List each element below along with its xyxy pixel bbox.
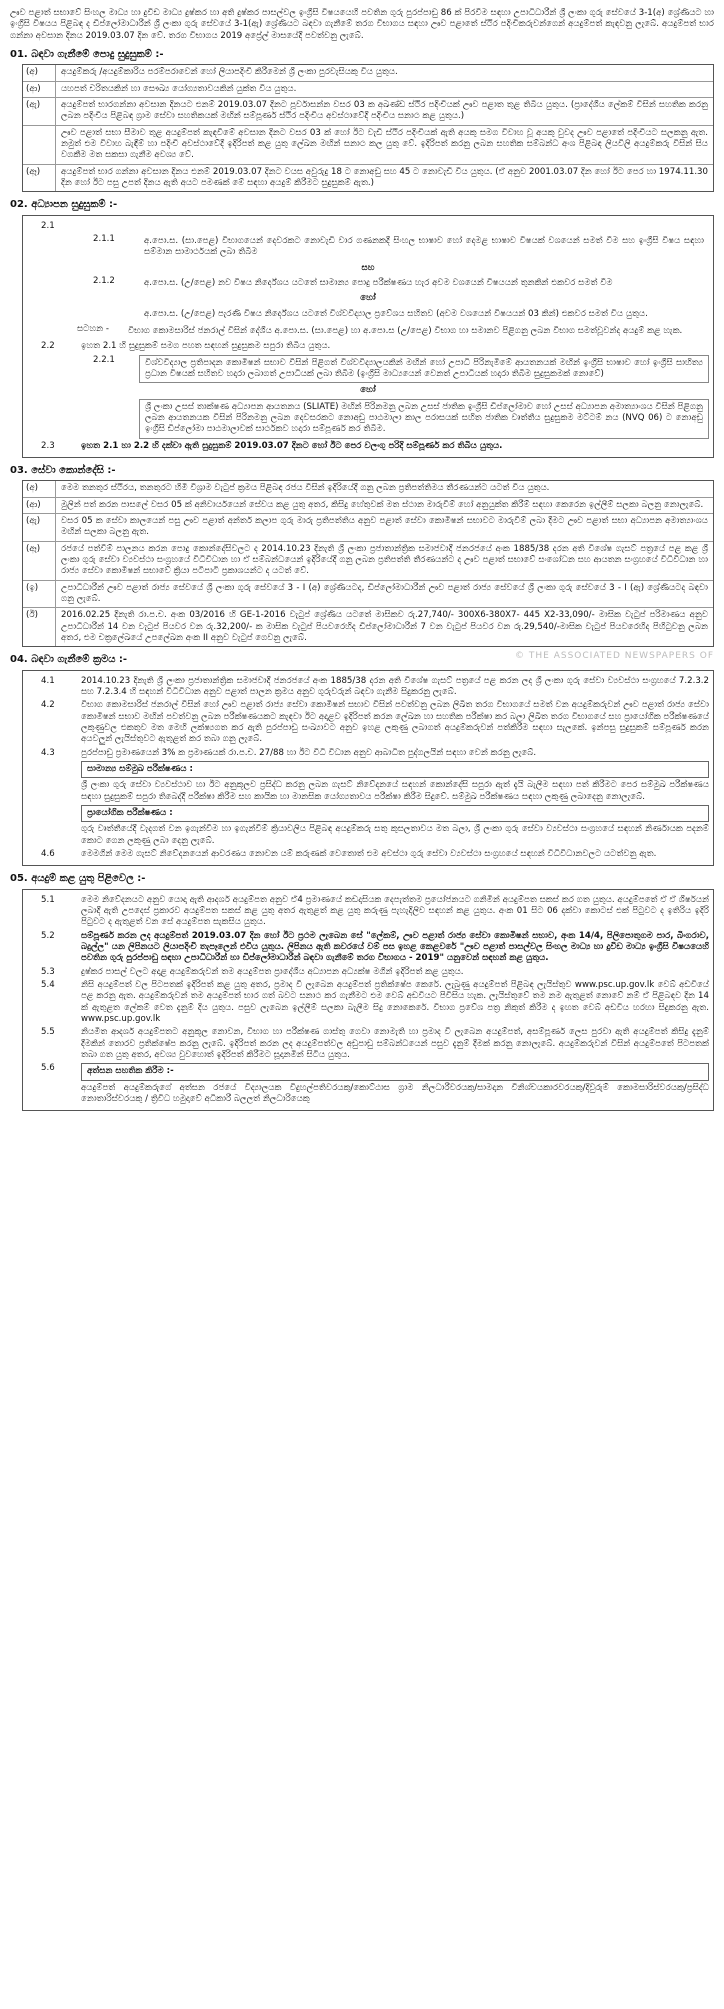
s3-row-label: (ඈ) xyxy=(23,542,56,580)
section-5-box xyxy=(22,889,714,1112)
s3-row xyxy=(23,514,713,542)
s4-text: මෙමගින් මෙම ගැසට් නිවේදනයෙන් ආවරණය නොවන යම් කරුණක් වෙතොත් එම අවස්ථා ගුරු සේවා ව්‍යවස්ථා සංග්‍රහයේ සඳහන් විධිවිධානවලට යටත්වනු ඇත. xyxy=(81,848,657,859)
s4-text: පුරප්පාඩු ප්‍රමාණයෙන් 3% ක ප්‍රමාණයක් රා.ප.ච. 27/88 හා ඊට විධි විධාන අනුව ආබාධිත පුද්ගලයින් සඳහා වෙන් කරනු ලැබේ. xyxy=(81,747,537,758)
s2-number: 2.3 xyxy=(41,440,55,451)
section-3-heading: 03. සේවා කොන්දේසි :- xyxy=(10,465,116,476)
s1-row-label xyxy=(23,126,56,164)
s5-item xyxy=(27,1083,709,1106)
s1-row-text: අයදුම්පත් භාර ගන්නා අවසාන දිනය එනම් 2019.03.07 දිනට වයස අවුරුදු 18 ට නොඅඩු සහ 45 ට නොවැඩි විය යුතුය. (ඒ අනුව 2001.03.07 දින හෝ ඊට පෙර හා 1974.11.30 දින හෝ ඊට පසු උපත් දිනය ඇති අයට පමණක් මේ සඳහා අයදුම් කිරීමට සුදුසුකම් ඇත.) xyxy=(61,166,708,188)
s5-item xyxy=(27,980,709,1025)
s3-row-text: රජයේ පත්වීම් පාලනය කරන පොදු කොන්දේසිවලට ද 2014.10.23 දිනැති ශ්‍රී ලංකා ප්‍රජාතාන්ත්‍රික සමාජවාදී ජනරජයේ අංක 1885/38 දරන අති විශේෂ ගැසට් පත්‍රයේ පළ කළ ශ්‍රී ලංකා ගුරු සේවා ව්‍යවස්ථා සංග්‍රහයේ විධිවිධාන හා ඒ සම්බන්ධයෙන් ඉදිරියේදී ගනු ලබන ප්‍රතිපත්ති තීරණයන්ට ද ඌව පළාත් සභාවේ සංශෝධන සහ ආයතන සංග්‍රහයේ විධිවිධාන හා රාජ්‍ය සේවා කොමිෂන් සභාවේ ක්‍රියා පටිපාටි ප්‍රකාශයන්ට ද යටත් වේ. xyxy=(61,543,708,577)
s4-item xyxy=(27,805,709,822)
s1-row-label: (අ) xyxy=(23,65,56,80)
s4-text: 2014.10.23 දිනැති ශ්‍රී ලංකා ප්‍රජාතාන්ත්‍රික සමාජවාදී ජනරජයේ අංක 1885/38 දරන අති විශේෂ ගැසට් පත්‍රයේ පළ කරන ලද ශ්‍රී ලංකා ගුරු සේවා ව්‍යවස්ථා සංග්‍රහයේ 7.2.3.2 සහ 7.2.3.4 හි සඳහන් විධිවිධාන අනුව පළාත් පාලන ක්‍රමය අනුව ගුරුවරුන් බඳවා ගැනීම සිදුකරනු ලැබේ. xyxy=(81,675,709,697)
s2-subitem xyxy=(27,355,709,384)
s2-or: හෝ xyxy=(360,385,376,396)
s5-item xyxy=(27,1063,709,1080)
s5-text: මෙම නිවේදනයට අනුව යොදා ඇති ආදර්ශ අයදුම්පත අනුව ඒ4 ප්‍රමාණයේ කඩදාසියක දෙපැත්තම ප්‍රයෝජනයට ගනිමින් අයදුම්පත සකස් කර ගත යුතුය. අයදුම්පතේ ඒ ඒ ශීර්ෂයන් ලබාදී ඇති උපදෙස් ප්‍රකාරව අයදුම්පත සකස් කළ යුතු අතර ඇතුළත් කළ යුතු කරුණු පැහැදිලිව සඳහන් කළ යුතුය. අංක 01 සිට 06 දක්වා කොටස් එක් පිටුවට ද ඉතිරිය ඉදිරි පිටුවට ද ඇතුළත් වන සේ අයදුම්පත සැකසිය යුතුය. xyxy=(81,894,709,928)
s3-row-text: මුලින් පත් කරන පාසලේ වසර 05 ක් අනිවාර්යයෙන් සේවය කළ යුතු අතර, කිසිදු හේතුවක් මත ස්ථාන මාරුවීම් හෝ අනුයුක්ත කිරීම් සඳහා කෙරෙන ඉල්ලීම් සලකා බලනු නොලැබේ. xyxy=(61,499,704,510)
s3-row xyxy=(23,481,713,497)
s5-text: අයදුම්පත් අයදුම්කරුගේ අත්සන රජයේ විද්‍යාලයක විදුහල්පතිවරයකු/කොට්ඨාස ග්‍රාම නිලධාරීවරයකු/සාමදාන විනිශ්චයකාරවරයකු/දිවුරුම් කොමසාරිස්වරයකු/ප්‍රසිද්ධ නොතාරිස්වරයකු / ත්‍රිවිධ හමුදාවේ අධිකාරී බලලත් නිලධාරියෙකු xyxy=(81,1082,709,1104)
s1-row-label: (ඇ) xyxy=(23,98,56,125)
s2-subtext: අ.පො.ස. (සා.පෙළ) විභාගයෙන් දෙවරකට නොවැඩි වාර ගණනකදී සිංහල භාෂාව හෝ දෙමළ භාෂාව විෂයක් වශයෙන් සමත් වීම සහ ඉංග්‍රීසි විෂය සඳහා සම්මාන සාමාර්ථයක් ලබා තිබීම xyxy=(144,235,704,258)
s1-row xyxy=(23,82,713,98)
s2-text: ඉහත 2.1 හි සුදුසුකම් සමග පහත සඳහන් සුදුසුකම සපුරා තිබිය යුතුය. xyxy=(81,341,331,352)
s3-row-text: 2016.02.25 දිනැති රා.ප.ච. අංක 03/2016 හි GE-1-2016 වැටුප් ශ්‍රේණිය යටතේ මාසිකව රු.27,740/- 300X6-380X7- 445 X2-33,090/- මාසික වැටුප් පරිමාණය අනුව උපාධිධාරීන් 14 වන වැටුප් පියවර වන රු.32,200/- ක මාසික වැටුප් පියවරෙහිද ඩිප්ලෝමාධාරීන් 7 වන වැටුප් පියවර වන රු.29,540/-මාසික වැටුප් පියවරෙහිද පිහිටුවනු ලබන අතර, එම චක්‍රලේඛයේ උපලේඛන අංක II අනුව වැටුප් ගෙවනු ලැබේ. xyxy=(61,610,708,643)
s5-item xyxy=(27,895,709,929)
s3-row xyxy=(23,498,713,514)
s5-number: 5.3 xyxy=(41,966,55,977)
s3-row xyxy=(23,581,713,609)
s1-row xyxy=(23,65,713,81)
s2-item xyxy=(27,341,709,352)
s3-row-label: (ඊ) xyxy=(23,608,56,646)
practical-test-text: ගුරු වෘත්තීයේදී වැදගත් වන ඉගැන්වීම හා ඉගැන්වීම් ක්‍රියාවලිය පිළිබඳ අයදුම්කරු සතු කුසලතාවය මත බලා, ශ්‍රී ලංකා ගුරු සේවා ව්‍යවස්ථා සංග්‍රහයේ සඳහන් නිර්ණායක පදනම් කොට ගෙන ලකුණු ලබා දෙනු ලැබේ. xyxy=(81,824,709,846)
s5-item xyxy=(27,1027,709,1061)
intro-paragraph: ඌව පළාත් සභාවේ සිංහල මාධ්‍ය හා දුවිඩ මාධ්‍ය දුෂ්කර හා අති දුෂ්කර පාසල්වල ඉංග්‍රීසි විෂයයෙහි පවතින ගුරු පුරප්පාඩු 86 ක් පිරවීම සඳහා උපාධිධාරීන් ශ්‍රී ලංකා ගුරු සේවයේ 3-1(අ) ශ්‍රේණියට හා ඉංග්‍රීසි විෂයය පිළිබඳ ද ඩිප්ලෝමාධාරීන් ශ්‍රී ලංකා ගුරු සේවයේ 3-1(ඇ) ශ්‍රේණියට බඳවා ගැනීමේ තරග විභාගය සඳහා ඌව පළාතේ ස්ථිර පදිංචිකරුවන්ගෙන් අයදුම්පත් කැඳවනු ලැබේ. අයදුම්පත් භාර ගන්නා අවසාන දිනය 2019.03.07 දින වේ. තරග විභාගය 2019 අප්‍රේල් මාසයේදී පවත්වනු ලැබේ. xyxy=(10,8,714,41)
s5-number: 5.5 xyxy=(41,1027,55,1038)
watermark: © THE ASSOCIATED NEWSPAPERS OF xyxy=(515,651,714,661)
s2-number: 2.2 xyxy=(41,341,55,352)
s5-item xyxy=(27,931,709,965)
s4-number: 4.1 xyxy=(41,675,55,686)
s4-item xyxy=(27,761,709,778)
s3-row xyxy=(23,608,713,646)
section-5-heading: 05. අයදුම් කළ යුතු පිළිවෙල :- xyxy=(10,873,146,885)
s2-subtext: විශ්වවිද්‍යාල ප්‍රතිපාදන කොමිෂන් සභාව විසින් පිළිගත් විශ්වවිද්‍යාලයකින් මඟින් හෝ උපාධි පිරිනැමීමේ ආයතනයක් මඟින් ඉංග්‍රීසි භාෂාව හෝ ඉංග්‍රීසි සාහිත්‍ය ප්‍රධාන විෂයක් සහිතව හදාරා ලබාගත් උපාධියක් ලබා තිබීම (ඉංග්‍රීසි මාධ්‍යයෙන් වෙනත් උපාධියක් හදාරා තිබීම සුදුසුකමක් නොවේ) xyxy=(139,355,709,384)
s1-row-label: (ඈ) xyxy=(23,165,56,192)
general-interview-text: ශ්‍රී ලංකා ගුරු සේවා ව්‍යවස්ථාව හා ඊට අනුකූලව ප්‍රසිද්ධ කරනු ලබන ගැසට් නිවේදනයේ සඳහන් කොන්දේසි සපුරා ඇත් දැයි බැලීම සඳහා පත් කිරීමට පෙර සම්මුඛ පරීක්ෂණය සඳහා සුදුසුකම් සපුරා තිබෙද්දී පරීක්ෂා කිරීම සහ කායික හා මානසික යෝග්‍යතාවය පරීක්ෂා කිරීම සිදුවේ. සම්මුඛ පරීක්ෂණය සඳහා ලකුණු ලබාදෙනු නොලැබේ. xyxy=(81,780,709,802)
s2-note xyxy=(27,324,709,339)
practical-test-heading: ප්‍රායෝගික පරීක්ෂණය : xyxy=(81,805,709,822)
s3-row-text: වසර 05 ක සේවා කාලයෙන් පසු ඌව පළාත් අන්තර් කලාප ගුරු මාරු ප්‍රතිපත්තිය අනුව පළාත් සේවා කොමිෂන් සභාවට මාරුවීම් ලබා දීමට ඌව පළාත් සභා අධ්‍යාපන අමාත්‍යාංශය මඟින් සලකා බලනු ඇත. xyxy=(61,515,708,538)
s5-number: 5.2 xyxy=(41,930,55,941)
s2-subitem xyxy=(27,276,709,291)
s2-note-text: විභාග කොමසාරිස් ජනරාල් විසින් දේශීය අ.පො.ස. (සා.පෙළ) හා අ.පො.ස (උ/පෙළ) විභාග හා සමානව පිළිගනු ලබන විභාග සමත්වූවන්ද අයදුම් කළ හැක. xyxy=(128,325,683,336)
s4-item xyxy=(27,676,709,699)
s2-subitem xyxy=(27,399,709,439)
s3-row-text: උපාධිධාරීන් ඌව පළාත් රාජ්‍ය සේවයේ ශ්‍රී ලංකා ගුරු සේවයේ 3 - I (අ) ශ්‍රේණියටද, ඩිප්ලෝමාධාරීන් ඌව පළාත් රාජ්‍ය සේවයේ ශ්‍රී ලංකා ගුරු සේවයේ 3 - I (ඇ) ශ්‍රේණියටද බඳවා ගනු ලැබේ. xyxy=(61,582,708,604)
s2-or: හෝ xyxy=(360,293,376,304)
section-2-heading: 02. අධ්‍යාපන සුදුසුකම් :- xyxy=(10,199,118,211)
s4-item xyxy=(27,780,709,803)
s3-row-label: (ඇ) xyxy=(23,514,56,541)
s2-subtext: ශ්‍රී ලංකා උසස් තාක්ෂණ අධ්‍යාපන ආයතනය (SLIATE) මඟින් පිරිනමනු ලබන උසස් ජාතික ඉංග්‍රීසි ඩිප්ලෝමාව හෝ උසස් අධ්‍යාපන අමාත්‍යාංශය විසින් පිළිගනු ලබන ආයතනයක විසින් පිරිනමනු ලබන දෙවසරකට නොඅඩු පාඨමාලා කාල පරාසයක් සහිත ජාතික වෘත්තීය සුදුසුකම මට්ටම් නය (NVQ 06) ට නොඅඩු ඉංග්‍රීසි ඩිප්ලෝමා පාඨමාලාවක් සාර්ථකව හදාරා සම්පූර්ණ කර තිබීම. xyxy=(139,399,709,439)
section-1-heading: 01. බඳවා ගැනීමේ පොදු සුදුසුකම් :- xyxy=(10,49,164,61)
s3-row-label: (අ) xyxy=(23,481,56,496)
s2-number: 2.1 xyxy=(41,220,55,231)
s5-text: නියමිත ආදර්ශ අයදුම්පතට අනුකූල නොවන, විභාග හා පරීක්ෂණ ගාස්තු ගෙවා නොමැති හා ප්‍රමාද වී ලැබෙන අයදුම්පත්, අසම්පූර්ණ ලෙස පුරවා ඇති අයදුම්පත් කිසිදු දැනුම් දීමකින් තොරව ප්‍රතික්ෂේප කරනු ලැබේ. ඉදිරිපත් කරන ලද අයදුම්පත්වල අඩුපාඩු සම්බන්ධයෙන් පසුව දැනුම් දීමක් කරනු නොලැබේ. අයදුම්කරුවන් විසින් අයදුම්පතේ පිටපතක් තබා ගත යුතු අතර, අවශ්‍ය වුවහොත් ඉදිරිපත් කිරීමට සූදානමින් සිටිය යුතුය. xyxy=(81,1027,709,1060)
s1-row-label: (ආ) xyxy=(23,82,56,97)
s4-number: 4.2 xyxy=(41,700,55,711)
s4-text: විභාග කොමසාරිස් ජනරාල් විසින් හෝ ඌව පළාත් රාජ්‍ය සේවා කොමිෂන් සභාව විසින් පවත්වනු ලබන ලිඛිත තරග විභාගයේ සමත් වන අයදුම්කරුවන් ඌව පළාත් රාජ්‍ය සේවා කොමිෂන් සභාව මඟින් පවත්වනු ලබන පරීක්ෂණයකට කැඳවා ඊට අදාළව ඉදිරිපත් කරන ලේඛන හා සහතික පරීක්ෂා කර බලා ලිඛිත තරග විභාගයේ සහ ප්‍රායෝගික පරීක්ෂණයේ ලකුණුවල එකතුව මත මෙහි ලක්ෂ්‍යගත කර ඇති පුරප්පාඩු සංඛ්‍යාවට අනුව ඉහළ ලකුණු ලබාගත් අයදුම්කරුවන් පත්කිරීම සඳහා සැලකේ. ඉන්පසු සුදුසුකම් සම්පූර්ණ කරන අයවලුන් ලැයිස්තුවට ඇතුළත් කර තබා ගනු ලැබේ. xyxy=(81,700,709,745)
s4-item xyxy=(27,849,709,860)
gazette-notice xyxy=(10,6,714,1996)
section-4-heading: 04. බඳවා ගැනීමේ ක්‍රමය :- xyxy=(10,654,128,666)
s4-item xyxy=(27,700,709,745)
s1-row-text: ඌව පළාත් සභා සීමාව තුළ අයදුම්පත් කැඳවීමේ අවසාන දිනට වසර 03 ක් හෝ ඊට වැඩි ස්ථිර පදිංචියක් ඇති අයකු සමග විවාහ වූ අයකු වුවද ඌව පළාතේ පදිංචියට සලකනු ඇත. නමුත් එම විවාහ බැඳීම් හා පදිංචි අවස්ථාවේදී ඉදිරිපත් කළ යුතු ලේඛන මඟින් සනාථ කල යුතු වේ. ඉදිරිපත් කරනු ලබන සහතික සම්බන්ධ අංශ පිළිබඳ ලියවිලි අයදුම්කරු විසින් සිය වගකීම මත සකසා ගැනීම අවශ්‍ය වේ. xyxy=(61,127,708,161)
section-2-box xyxy=(22,215,714,459)
s5-item xyxy=(27,967,709,978)
s1-row-text: අයදුම්පත් භාරගන්නා අවසාන දිනයට එනම් 2019.03.07 දිනට පූර්වාසන්න වසර 03 ක අඛණ්ඩ ස්ථිර පදිංචියක් ඌව පළාත තුළ තිබිය යුතුය. (ප්‍රාදේශීය ලේකම් විසින් සහතික කරනු ලබන පදිංචිය පිළිබඳ ග්‍රාම සේවා සහතිකයක් මඟින් සම්පූර්ණ ස්ථිර පදිංචිය අවස්ථාවේදී පදිංචිය සනාථ කළ යුතුය.) xyxy=(61,99,708,122)
section-3-box xyxy=(22,480,714,647)
s1-row xyxy=(23,98,713,126)
s2-subnumber: 2.1.1 xyxy=(93,233,115,244)
s2-subitem xyxy=(27,307,709,322)
section-1-box xyxy=(22,64,714,192)
s3-row-label: (ආ) xyxy=(23,498,56,513)
s2-subtext: අ.පො.ස. (උ/පෙළ) පැරණි විෂය නිර්දේශය යටතේ විශ්වවිද්‍යාල ප්‍රවේශය සහිතව (අවම වශයෙන් විෂයයන් 03 කින්) එකවර සමත් විය යුතුය. xyxy=(144,308,648,319)
section-4-box xyxy=(22,670,714,867)
s5-number: 5.1 xyxy=(41,894,55,905)
s3-row-text: මෙම තනතුර ස්ථිරය, තනතුරට හිමි විශ්‍රාම වැටුප් ක්‍රමය පිළිබඳ රජය විසින් ඉදිරියේදී ගනු ලබන ප්‍රතිපත්තිමය තීරණයන්ට යටත් විය යුතුය. xyxy=(61,483,550,494)
s2-item xyxy=(27,441,709,452)
s3-row-label: (ඉ) xyxy=(23,581,56,608)
s2-subnumber: 2.1.2 xyxy=(93,275,115,286)
general-interview-heading: සාමාන්‍ය සම්මුඛ පරීක්ෂණය : xyxy=(81,761,709,778)
s5-text: දුෂ්කර පාසල් වලට අදාළ අයදුම්කරුවන් තම අයදුම්පත ප්‍රාදේශීය අධ්‍යාපන අධ්‍යක්ෂ මගින් ඉදිරිපත් කළ යුතුය. xyxy=(81,966,464,977)
s4-item xyxy=(27,824,709,847)
s4-number: 4.3 xyxy=(41,747,55,758)
s1-row-text: යහපත් චරිතයකින් හා සෞඛ්‍ය යෝග්‍යතාවයකින් යුක්ත විය යුතුය. xyxy=(61,83,297,94)
s2-item xyxy=(27,221,709,232)
s1-row xyxy=(23,126,713,165)
s1-row xyxy=(23,165,713,192)
s2-subnumber: 2.2.1 xyxy=(93,354,115,365)
s2-subtext: අ.පො.ස. (උ/පෙළ) නව විෂය නිර්දේශය යටතේ සාමාන්‍ය පොදු පරීක්ෂණය හැර අවම වශයෙන් විෂයයන් තුනකින් එකවර සමත් වීම xyxy=(144,277,613,288)
s2-note-label: සටහන - xyxy=(77,323,109,334)
s2-subitem xyxy=(27,234,709,261)
s3-row xyxy=(23,542,713,581)
s5-text: නිසි අයදුම්පත් වල පිටපතක් ඉදිරිපත් කළ යුතු අතර, ප්‍රමාද වී ලැබෙන අයදුම්පත් ප්‍රතික්ෂේප කෙරේ. ලැබුණු අයදුම්පත් පිළිබඳ ලැයිස්තුව www.psc.up.gov.lk වෙබ් අඩවියේ පළ කරනු ඇත. අයදුම්කරුවන් තම අයදුම්පත් භාර ගත් බවට සනාථ කර ගැනීමට එම වෙබ් අඩවියට පිවිසිය හැක. ලැයිස්තුවේ තම නම ඇතුළත් නොවේ නම් ඒ පිළිබඳව දින 14 ක් ඇතුළත ලේකම් වෙත දැනුම් දිය යුතුය. පසුව ලැබෙන ඉල්ලීම් සලකා බැලීම සිදු නොකෙරේ. විභාග ප්‍රවේශ පත්‍ර නිකුත් කිරීම ද ඉහත වෙබ් අඩවිය හරහා සිදුකරනු ඇත. www.psc.up.gov.lk xyxy=(81,979,709,1024)
s4-number: 4.6 xyxy=(41,848,55,859)
signature-attestation-heading: අත්සන සහතික කිරීම :- xyxy=(81,1063,709,1080)
s5-text: සම්පූර්ණ කරන ලද අයදුම්පත් 2019.03.07 දින හෝ ඊට ප්‍රථම ලැබෙන සේ "ලේකම්, ඌව පළාත් රාජ්‍ය සේවා කොමිෂන් සභාව, අංක 14/4, පිලිපොතුගම පාර, බිංගරාව, බදුල්ල" යන ලිපිනයට ලියාපදිංචි තැපෑලෙන් එවිය යුතුය. ලිපිනය ඇති කවරයේ වම් පස ඉහළ කෙළවරේ "ඌව පළාත් පාසල්වල සිංහල මාධ්‍ය හා දුවිඩ මාධ්‍ය ඉංග්‍රීසි විෂයයෙහි පවතින ගුරු පුරප්පාඩු සඳහා උපාධිධාරීන් හා ඩිප්ලෝමාධාරීන් බඳවා ගැනීමේ තරග විභාගය - 2019" යනුවෙන් සඳහන් කළ යුතුය. xyxy=(81,930,709,964)
s2-text: ඉහත 2.1 හා 2.2 හි දක්වා ඇති සුදුසුකම් 2019.03.07 දිනට හෝ ඊට පෙර වලංගු පරිදි සම්පූර්ණ කර තිබිය යුතුය. xyxy=(81,440,503,451)
s1-row-text: අයදුම්කරු /අයදුම්කාරිය පරම්පරාවෙන් හෝ ලියාපදිංචි කිරීමෙන් ශ්‍රී ලංකා පුරවැසියකු විය යුතුය. xyxy=(61,67,398,78)
s5-number: 5.6 xyxy=(41,1063,55,1074)
s5-number: 5.4 xyxy=(41,979,55,990)
s4-item xyxy=(27,748,709,759)
s2-and: සහ xyxy=(361,262,375,273)
